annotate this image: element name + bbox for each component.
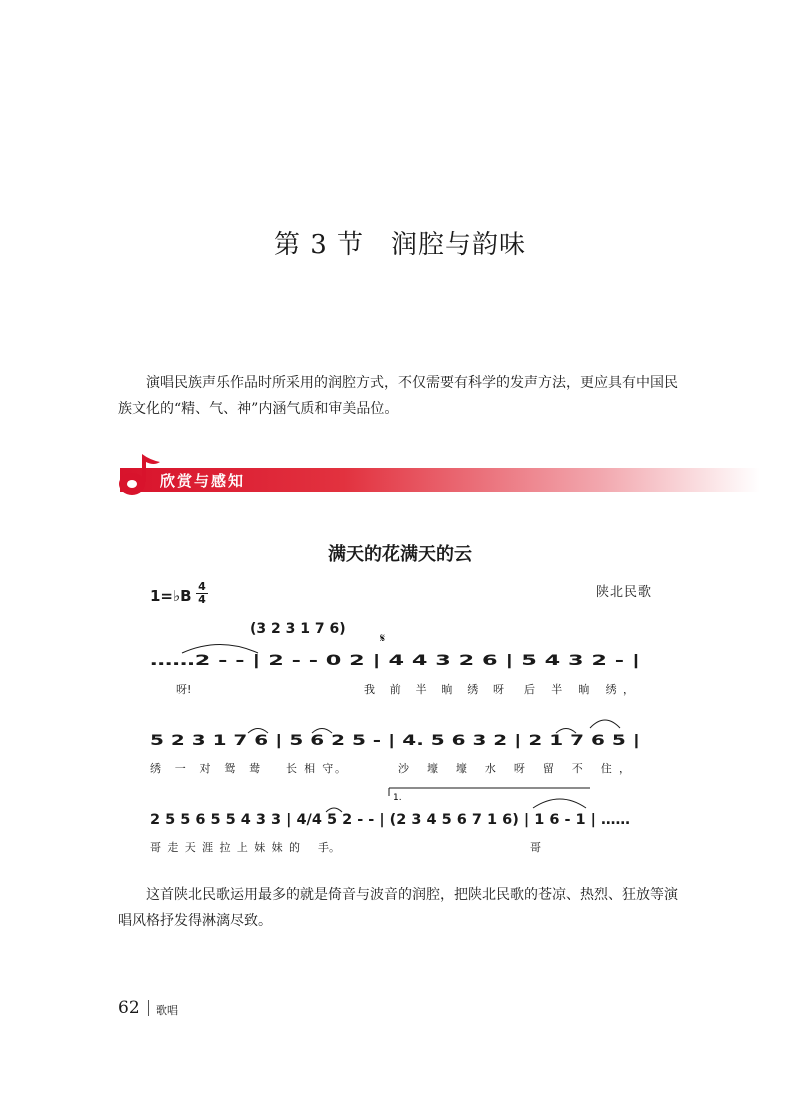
lyric-2c: 沙 壕 壕 水 呀 留 不 住， [398, 762, 630, 775]
volta-bracket [389, 788, 590, 796]
song-title: 满天的花满天的云 [328, 544, 472, 565]
lyric-1a: 呀! [176, 683, 192, 696]
score-line-3: 2 5 5 6 5 5 4 3 3 | 4/4 5 2 - - | (2 3 4 5 6 7 1 6) | 1 6 - 1 | …… [150, 812, 630, 828]
key-signature: 1=♭B [150, 587, 192, 605]
footer-section: 歌唱 [156, 1004, 178, 1017]
lyric-3c: 哥 [530, 841, 541, 854]
lyric-1c: 后 半 晌 绣， [524, 683, 634, 696]
intro-paragraph: 演唱民族声乐作品时所采用的润腔方式，不仅需要有科学的发声方法，更应具有中国民族文化的“精、气、神”内涵气质和审美品位。 [118, 375, 678, 417]
volta-label: 1. [393, 793, 402, 803]
score-line-1: ……2 - - | 2 - - 0 2 | 4 4 3 2 6 | 5 4 3 2 - | [150, 653, 640, 669]
time-sig-top: 4 [198, 580, 206, 593]
banner-label: 欣赏与感知 [160, 472, 246, 490]
segno-sign: 𝄋 [380, 631, 386, 645]
section-title: 第 3 节 润腔与韵味 [273, 230, 527, 260]
outro-paragraph: 这首陕北民歌运用最多的就是倚音与波音的润腔，把陕北民歌的苍凉、热烈、狂放等演唱风格抒发得淋漓尽致。 [118, 887, 678, 929]
intro-phrase: (3 2 3 1 7 6) [250, 621, 346, 637]
page-number: 62 [118, 998, 140, 1018]
lyric-3a: 哥 走 天 涯 拉 上 妹 妹 的 [150, 841, 300, 854]
tie-arc [182, 645, 258, 654]
slur-4 [590, 720, 620, 728]
time-sig-bottom: 4 [196, 593, 208, 606]
lyric-2a: 绣 一 对 鸳 鸯 [150, 762, 260, 775]
lyric-2b: 长 相 守。 [286, 762, 346, 775]
slur-6 [533, 799, 586, 808]
lyric-1b: 我 前 半 晌 绣 呀 [364, 683, 504, 696]
song-origin: 陕北民歌 [596, 585, 653, 600]
lyric-3b: 手。 [318, 841, 340, 854]
footer-divider [148, 1000, 149, 1016]
score-line-2: 5 2 3 1 7 6 | 5 6 2 5 - | 4. 5 6 3 2 | 2 1 7 6 5 | [150, 733, 640, 749]
